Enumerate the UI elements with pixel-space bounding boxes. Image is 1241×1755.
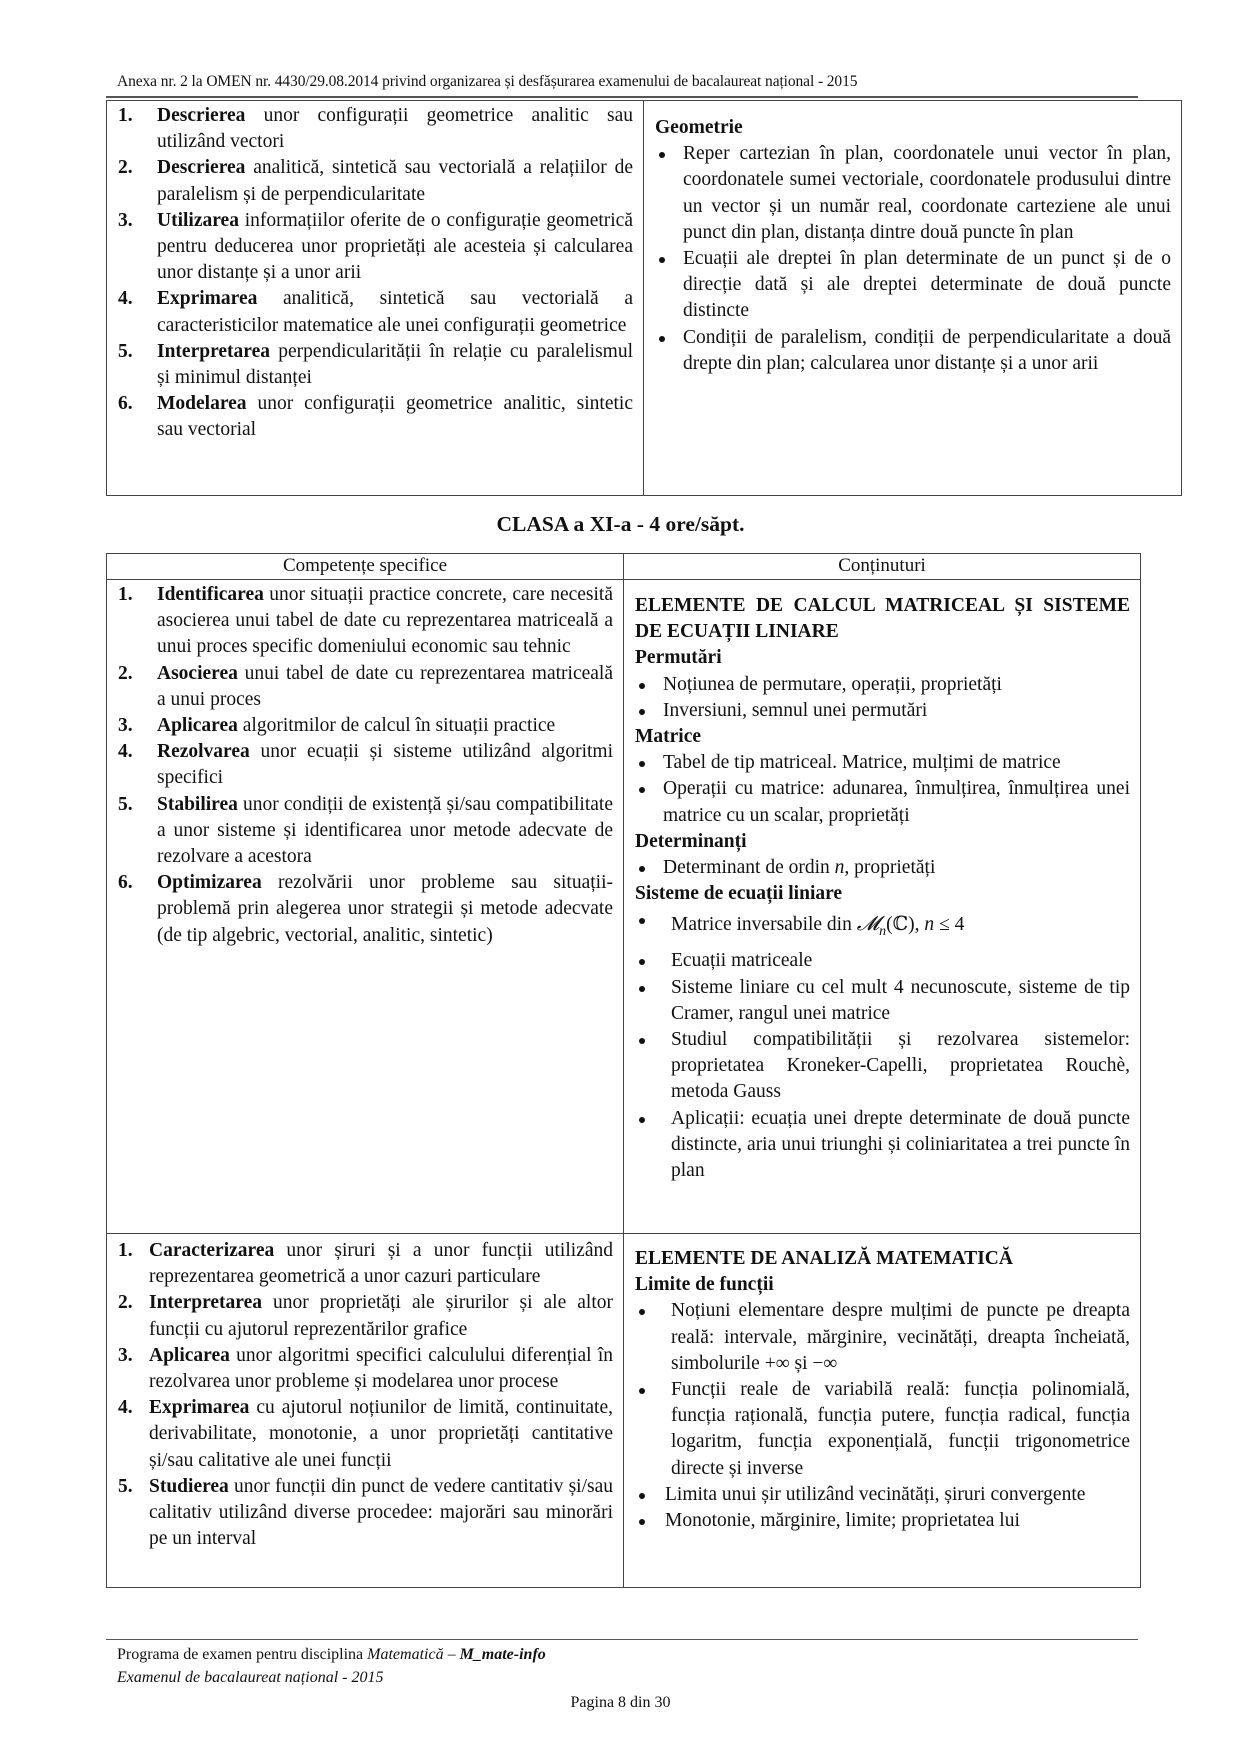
table-row [107,101,1182,496]
list-item: 1. Descrierea unor configurații geometrice analitic sau utilizând vectori [118,105,633,153]
list-item: Noțiuni elementare despre mulțimi de puncte pe dreapta reală: intervale, mărginire, vecinătăți, dreapta încheiată, simbolurile +∞ și −∞ [635,1298,1130,1377]
bullet-list [635,855,1130,881]
list-item: Noțiunea de permutare, operații, proprietăți [635,672,1130,698]
list-item: Tabel de tip matriceal. Matrice, mulțimi de matrice [635,750,1130,776]
list-item: Sisteme liniare cu cel mult 4 necunoscute, sisteme de tip Cramer, rangul unei matrice [635,975,1130,1027]
bullet-list [635,1298,1130,1534]
bullet-list [655,141,1171,377]
list-item: Determinant de ordin n, proprietăți [635,855,1130,881]
list-item: 2. Asocierea unui tabel de date cu reprezentarea matriceală a unui proces [118,662,613,710]
list-item: Condiții de paralelism, condiții de perpendicularitate a două drepte din plan; calcularea unor distanțe și a unor arii [655,325,1171,377]
competences-list [117,1238,613,1552]
contents-cell [644,101,1182,496]
list-item: Monotonie, mărginire, limite; proprietatea lui [635,1508,1130,1534]
list-item: Ecuații matriceale [635,948,1130,974]
group-title: Permutări [635,647,722,669]
bullet-list [635,672,1130,724]
table-row [107,1234,1141,1588]
group-title: Limite de funcții [635,1274,774,1296]
class-title: CLASA a XI-a - 4 ore/săpt. [496,512,745,536]
class-xi-table [106,553,1141,1588]
header-divider [106,96,1138,98]
page-number: Pagina 8 din 30 [570,1694,671,1711]
table-header-row [107,554,1141,580]
list-item: Inversiuni, semnul unei permutări [635,698,1130,724]
list-item: 4. Exprimarea cu ajutorul noțiunilor de limită, continuitate, derivabilitate, monotonie, a unor proprietăți cantitative și/sau calitative ale unei funcții [118,1397,613,1471]
list-item: 2. Descrierea analitică, sintetică sau vectorială a relațiilor de paralelism și de perpendicularitate [118,157,633,205]
section-title: ELEMENTE DE CALCUL MATRICEAL ȘI SISTEME DE ECUAȚII LINIARE [635,595,1130,643]
list-item: Matrice inversabile din 𝓜$_n$(ℂ), n ≤ 4 [635,907,1130,948]
footer-exam-line: Examenul de bacalaureat național - 2015 [117,1669,384,1686]
column-header: Competențe specifice [107,554,624,580]
list-item: Limita unui șir utilizând vecinătăți, șiruri convergente [635,1482,1130,1508]
list-item: 5. Stabilirea unor condiții de existență și/sau compatibilitate a unor sisteme și identificarea unor metode adecvate de rezolvare a acestora [118,793,613,868]
list-item: 5. Studierea unor funcții din punct de vedere cantitativ și/sau calitativ utilizând diverse procedee: majorări sau minorări pe un interval [118,1475,613,1550]
competences-cell [107,580,624,1234]
competences-list [117,582,613,949]
column-header: Conținuturi [624,554,1141,580]
contents-cell [624,580,1141,1234]
list-item: 3. Utilizarea informațiilor oferite de o configurație geometrică pentru deducerea unor proprietăți ale acesteia și calcularea unor distanțe și a unor arii [118,209,633,284]
competences-cell [107,1234,624,1588]
group-title: Determinanți [635,830,747,852]
list-item: 3. Aplicarea algoritmilor de calcul în situații practice [118,715,556,737]
list-item: 4. Exprimarea analitică, sintetică sau vectorială a caracteristicilor matematice ale unei configurații geometrice [118,288,633,336]
page-header: Anexa nr. 2 la OMEN nr. 4430/29.08.2014 privind organizarea și desfășurarea examenului de bacalaureat național - 2015 [117,73,858,90]
list-item: 5. Interpretarea perpendicularității în relație cu paralelismul și minimul distanței [118,340,633,389]
list-item: 6. Optimizarea rezolvării unor probleme sau situații-problemă prin alegerea unor strategii și metode adecvate (de tip algebric, vectorial, analitic, sintetic) [118,872,613,946]
group-title: Sisteme de ecuații liniare [635,883,843,905]
list-item: Ecuații ale dreptei în plan determinate de un punct și de o direcție dată și ale dreptei determinate de două puncte distincte [655,246,1171,325]
section-title: Geometrie [655,117,743,138]
list-item: Reper cartezian în plan, coordonatele unui vector în plan, coordonatele sumei vectoriale, coordonatele produsului dintre un vector și un număr real, coordonate carteziene ale unui punct din plan, distanța dintre două puncte în plan [655,141,1171,246]
matrix-set-symbol: 𝓜 [856,911,880,936]
list-item: Aplicații: ecuația unei drepte determinate de două puncte distincte, aria unui triunghi și coliniaritatea a trei puncte în plan [635,1106,1130,1185]
table-row [107,580,1141,1234]
footer-divider [106,1639,1138,1640]
contents-cell [624,1234,1141,1588]
list-item: Studiul compatibilității și rezolvarea sistemelor: proprietatea Kroneker-Capelli, proprietatea Rouchè, metoda Gauss [635,1027,1130,1106]
geometry-table [106,100,1182,496]
list-item: Operații cu matrice: adunarea, înmulțirea, înmulțirea unei matrice cu un scalar, proprietăți [635,776,1130,828]
competences-list [117,103,633,444]
list-item: 3. Aplicarea unor algoritmi specifici calculului diferențial în rezolvarea unor probleme și modelarea unor procese [118,1344,613,1393]
section-title: ELEMENTE DE ANALIZĂ MATEMATICĂ [635,1248,1013,1269]
bullet-list [635,750,1130,829]
list-item: Funcții reale de variabilă reală: funcția polinomială, funcția rațională, funcția putere, funcția radical, funcția logaritm, funcția exponențială, funcții trigonometrice directe și inverse [635,1377,1130,1482]
list-item: 1. Caracterizarea unor șiruri și a unor funcții utilizând reprezentarea geometrică a unor cazuri particulare [118,1240,613,1288]
list-item: 4. Rezolvarea unor ecuații și sisteme utilizând algoritmi specifici [118,741,613,789]
competences-cell [107,101,644,496]
list-item: 1. Identificarea unor situații practice concrete, care necesită asocierea unui tabel de date cu reprezentarea matriceală a unui proces specific domeniului economic sau tehnic [118,584,613,658]
footer-program-line: Programa de examen pentru disciplina Matematică – M_mate-info [117,1646,546,1663]
group-title: Matrice [635,726,702,748]
list-item: 2. Interpretarea unor proprietăți ale șirurilor și ale altor funcții cu ajutorul reprezentărilor grafice [118,1292,613,1340]
bullet-list [635,907,1130,1184]
list-item: 6. Modelarea unor configurații geometrice analitic, sintetic sau vectorial [118,393,633,441]
